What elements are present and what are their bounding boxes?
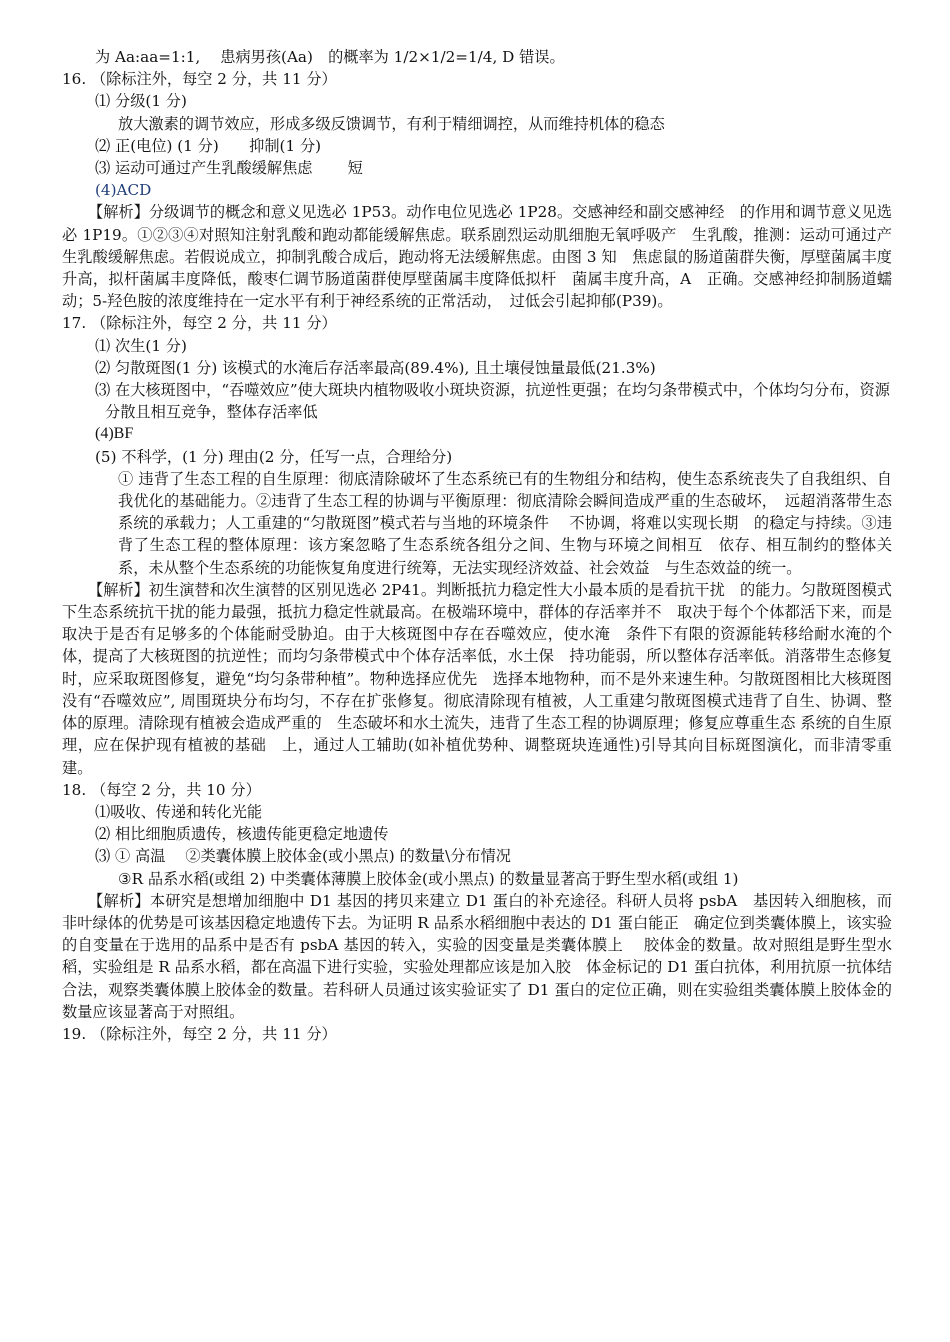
q18-explanation: 【解析】本研究是想增加细胞中 D1 基因的拷贝来建立 D1 蛋白的补充途径。科研人员将 psbA 基因转入细胞核，而非叶绿体的优势是可该基因稳定地遗传下去。为证明 R 品系水稻细胞中表达的 D1 蛋白能正 确定位到类囊体膜上，该实验的自变量在于选用的品系中是否有 psbA 基因的转入，实验的因变量是类囊体膜上 胶体金的数量。故对照组是野生型水稻，实验组是 R 品系水稻，都在高温下进行实验，实验处理都应该是加入胶 体金标记的 D1 蛋白抗体，利用抗原一抗体结合法，观察类囊体膜上胶体金的数量。若科研人员通过该实验证实了 D1 蛋白的定位正确，则在实验组类囊体膜上胶体金的数量应该显著高于对照组。 — [62, 891, 892, 1021]
q16-answer-3: ⑶ 运动可通过产生乳酸缓解焦虑 短 — [95, 159, 363, 178]
q18-answer-1: ⑴吸收、传递和转化光能 — [95, 802, 263, 821]
q18-answer-3: ⑶ ① 高温 ②类囊体膜上胶体金(或小黑点) 的数量\分布情况 — [95, 847, 511, 866]
q16-explanation: 【解析】分级调节的概念和意义见选必 1P53。动作电位见选必 1P28。交感神经和副交感神经 的作用和调节意义见选必 1P19。①②③④对照知注射乳酸和跑动都能缓解焦虑。联系剧烈运动肌细胞无氧呼吸产 生乳酸，推测：运动可通过产生乳酸缓解焦虑。若假说成立，抑制乳酸合成后，跑动将无法缓解焦虑。由图 3 知 焦虑鼠的肠道菌群失衡，厚壁菌属丰度升高，拟杆菌属丰度降低，酸枣仁调节肠道菌群使厚壁菌属丰度降低拟杆 菌属丰度升高，A 正确。交感神经抑制肠道蠕动；5-羟色胺的浓度维持在一定水平有利于神经系统的正常活动， 过低会引起抑郁(P39)。 — [62, 203, 892, 311]
q16-answer-1: ⑴ 分级(1 分) — [95, 92, 187, 111]
q16-answer-1-detail: 放大激素的调节效应，形成多级反馈调节，有利于精细调控，从而维持机体的稳态 — [118, 114, 665, 133]
question-18-header: 18. （每空 2 分，共 10 分） — [62, 780, 261, 799]
q17-answer-5-detail: ① 违背了生态工程的自生原理：彻底清除破坏了生态系统已有的生物组分和结构，使生态系统丧失了自我组织、自我优化的基础能力。②违背了生态工程的协调与平衡原理：彻底清除会瞬间造成严重的生态破坏， 远超消落带生态系统的承载力；人工重建的“匀散斑图”模式若与当地的环境条件 不协调，将难以实现长期 的稳定与持续。③违背了生态工程的整体原理：该方案忽略了生态系统各组分之间、生物与环境之间相互 依存、相互制约的整体关系，未从整个生态系统的功能恢复角度进行统筹，无法实现经济效益、社会效益 与生态效益的统一。 — [118, 469, 892, 577]
q17-answer-2: ⑵ 匀散斑图(1 分) 该模式的水淹后存活率最高(89.4%), 且土壤侵蚀量最低(21.3%) — [95, 358, 656, 377]
question-17-header: 17. （除标注外，每空 2 分，共 11 分） — [62, 314, 337, 333]
q18-answer-3-detail: ③R 品系水稻(或组 2) 中类囊体薄膜上胶体金(或小黑点) 的数量显著高于野生型水稻(或组 1) — [118, 869, 739, 888]
q17-answer-1: ⑴ 次生(1 分) — [95, 336, 187, 355]
q16-answer-2: ⑵ 正(电位) (1 分) 抑制(1 分) — [95, 136, 322, 155]
answer-page — [62, 46, 892, 1045]
question-16-header: 16. （除标注外，每空 2 分，共 11 分） — [62, 70, 337, 89]
text-line: 为 Aa:aa=1:1, 患病男孩(Aa) 的概率为 1/2×1/2=1/4, D 错误。 — [95, 48, 565, 66]
q16-answer-4: (4)ACD — [95, 181, 152, 200]
question-19-header: 19. （除标注外，每空 2 分，共 11 分） — [62, 1024, 337, 1043]
q17-explanation: 【解析】初生演替和次生演替的区别见选必 2P41。判断抵抗力稳定性大小最本质的是看抗干扰 的能力。匀散斑图模式下生态系统抗干扰的能力最强，抵抗力稳定性就最高。在极端环境中，群体的存活率并不 取决于每个个体都活下来，而是取决于是否有足够多的个体能耐受胁迫。由于大核斑图中存在吞噬效应，使水淹 条件下有限的资源能转移给耐水淹的个体，提高了大核斑图的抗逆性；而均匀条带模式中个体存活率低，水土保 持功能弱，所以整体存活率低。消落带生态修复时，应采取斑图修复，避免“均匀条带种植”。物种选择应优先 选择本地物种，而不是外来速生种。匀散斑图相比大核斑图没有“吞噬效应”, 周围斑块分布均匀，不存在扩张修复。彻底清除现有植被，人工重建匀散斑图模式违背了自生、协调、整体的原理。清除现有植被会造成严重的 生态破坏和水土流失，违背了生态工程的协调原理；修复应尊重生态 系统的自生原理，应在保护现有植被的基础 上，通过人工辅助(如补植优势种、调整斑块连通性)引导其向目标斑图演化，而非清零重建。 — [62, 580, 892, 777]
q17-answer-4: (4)BF — [95, 425, 134, 443]
q18-answer-2: ⑵ 相比细胞质遗传，核遗传能更稳定地遗传 — [95, 825, 389, 844]
q17-answer-3: ⑶ 在大核斑图中，“吞噬效应”使大斑块内植物吸收小斑块资源，抗逆性更强；在均匀条带模式中，个体均匀分布，资源分散且相互竞争，整体存活率低 — [95, 381, 890, 422]
q17-answer-5: (5) 不科学，(1 分) 理由(2 分，任写一点，合理给分) — [95, 447, 453, 466]
